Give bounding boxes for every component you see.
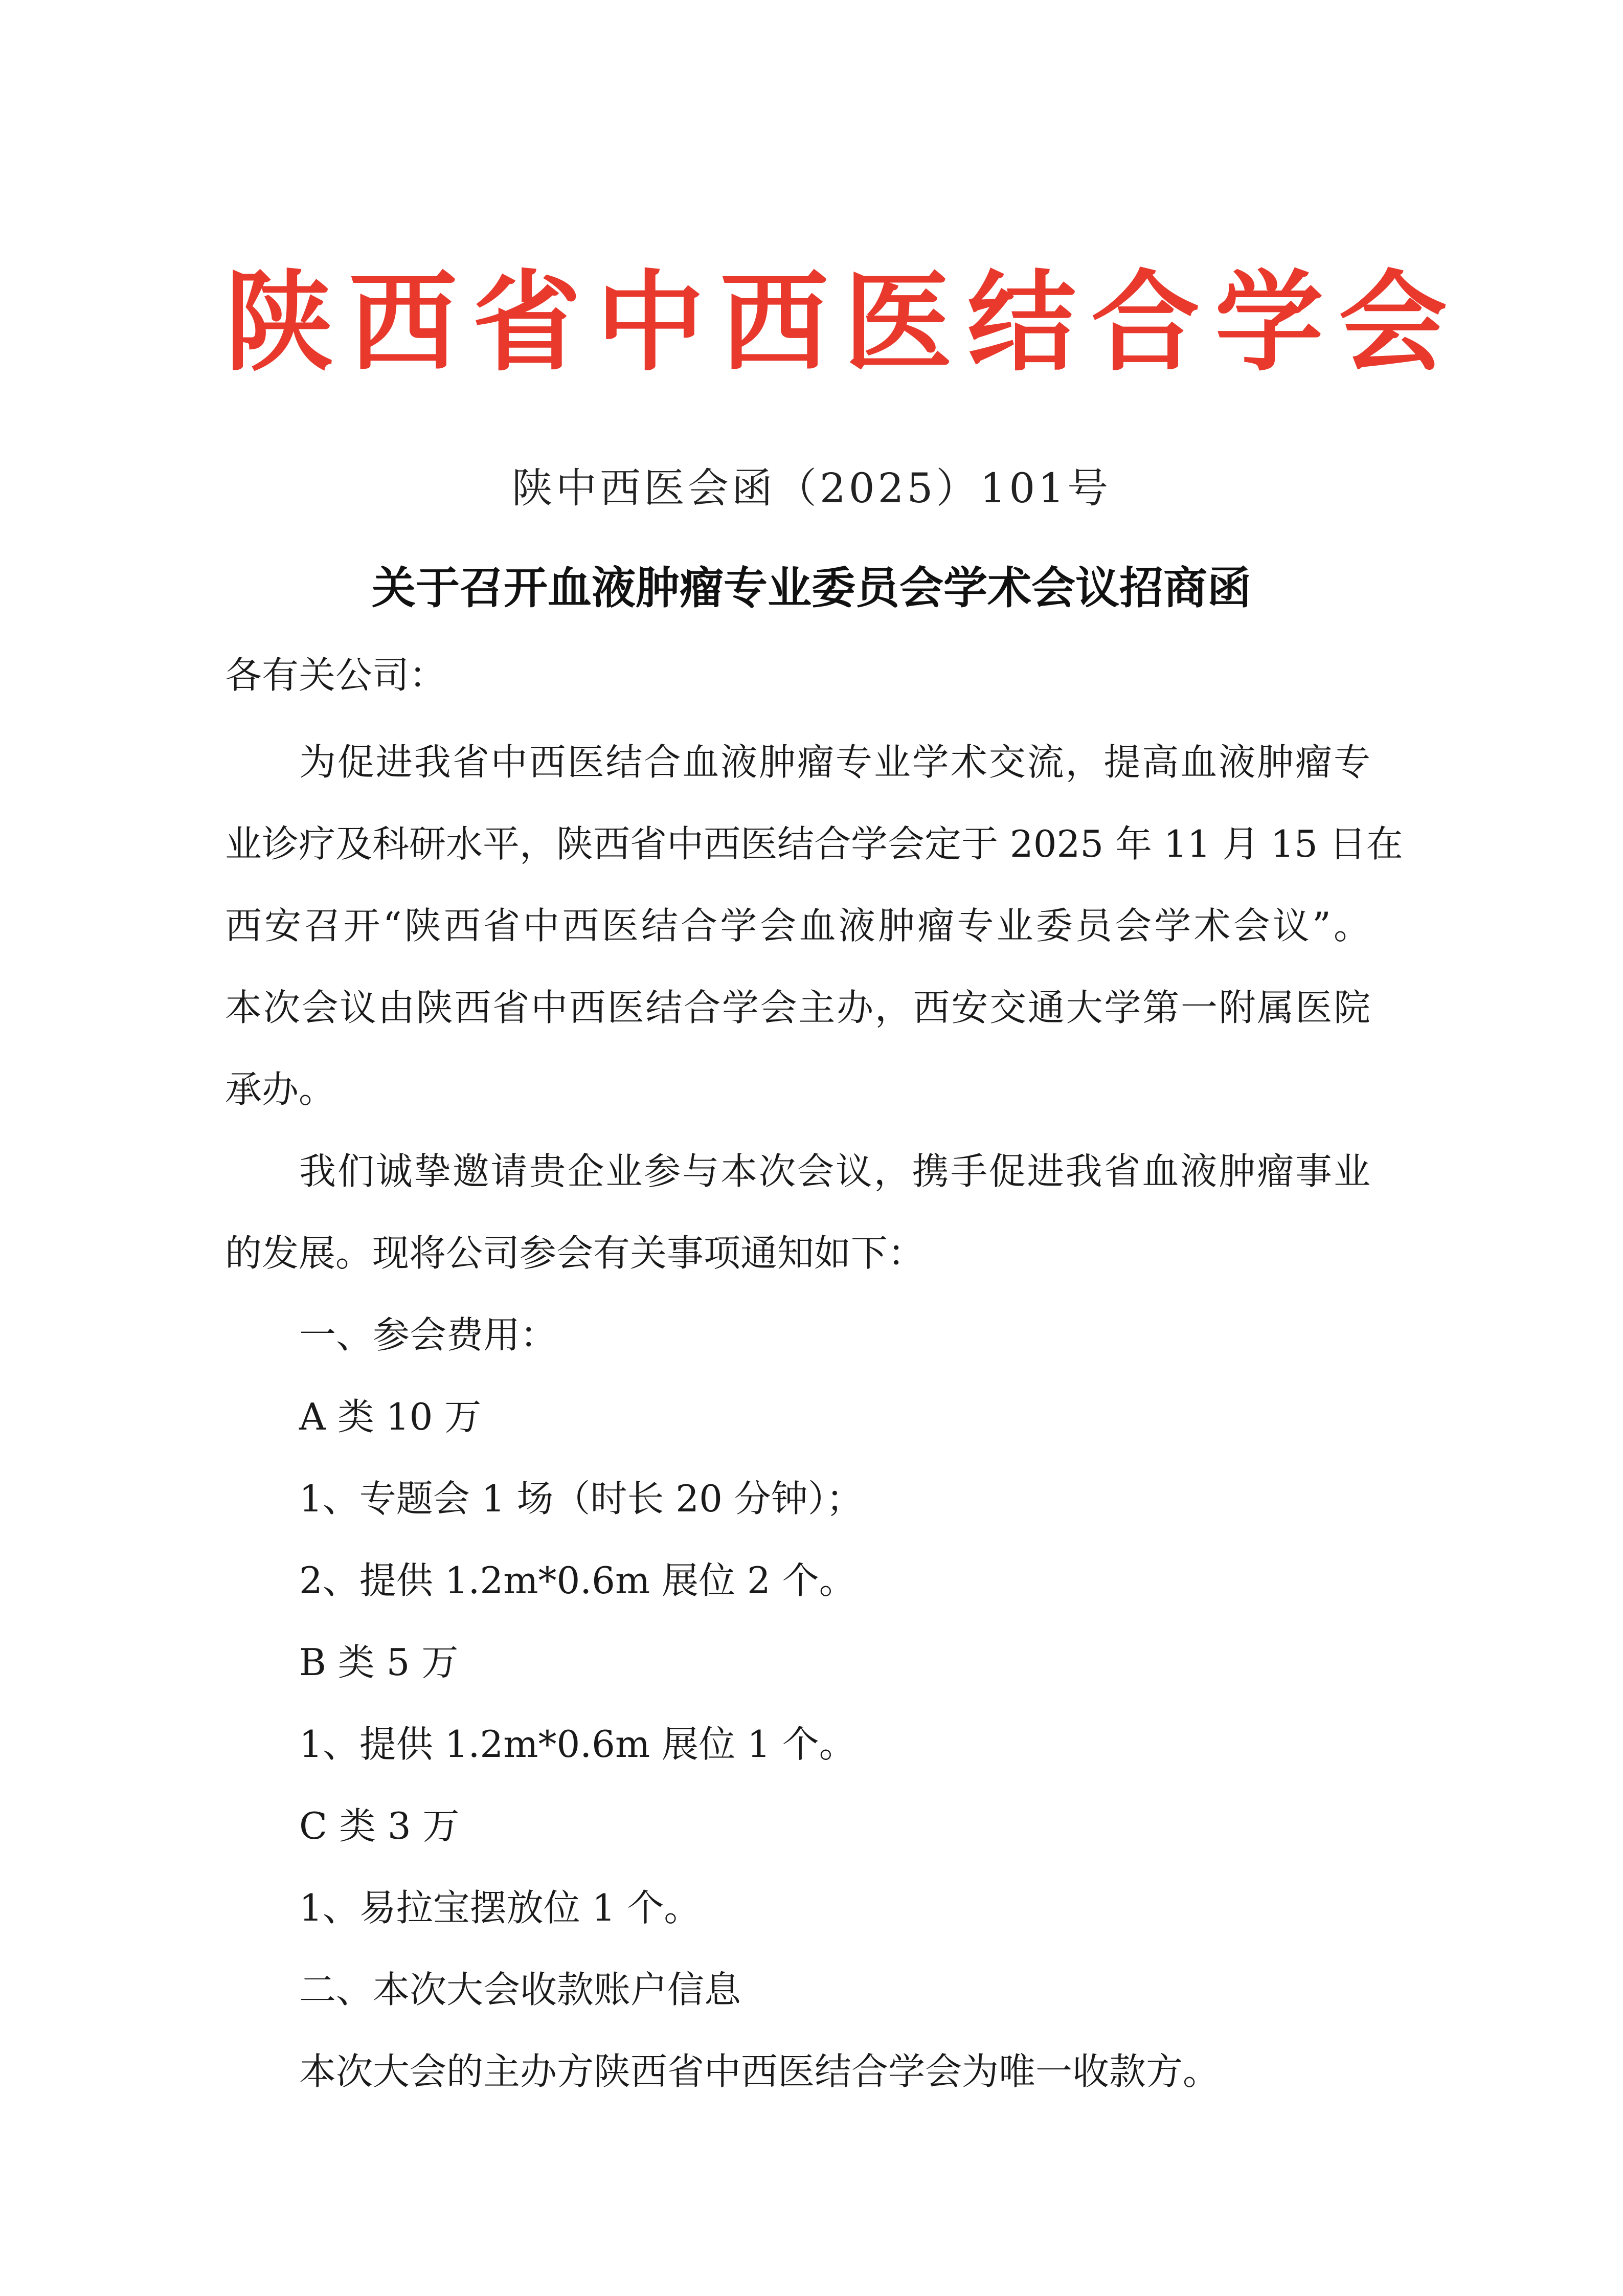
- tier-b-item-1: 1、提供 1.2m*0.6m 展位 1 个。: [299, 1723, 856, 1766]
- tier-a-item-2: 2、提供 1.2m*0.6m 展位 2 个。: [299, 1559, 856, 1602]
- paragraph-2-line-1: 我们诚挚邀请贵企业参与本次会议，携手促进我省血液肿瘤事业: [299, 1150, 1370, 1193]
- paragraph-1-line-1: 为促进我省中西医结合血液肿瘤专业学术交流，提高血液肿瘤专: [299, 741, 1370, 784]
- paragraph-1-line-3: 西安召开“陕西省中西医结合学会血液肿瘤专业委员会学术会议”。: [225, 904, 1370, 947]
- paragraph-2-line-2: 的发展。现将公司参会有关事项通知如下：: [225, 1232, 925, 1275]
- paragraph-1-line-2: 业诊疗及科研水平，陕西省中西医结合学会定于 2025 年 11 月 15 日在: [225, 822, 1403, 865]
- salutation: 各有关公司：: [225, 654, 446, 697]
- tier-b-label: B 类 5 万: [299, 1641, 459, 1684]
- letterhead-org-name: 陕西省中西医结合学会: [225, 258, 1462, 386]
- tier-a-item-1: 1、专题会 1 场（时长 20 分钟）；: [299, 1477, 863, 1520]
- section-2-heading: 二、本次大会收款账户信息: [299, 1968, 741, 2011]
- document-title: 关于召开血液肿瘤专业委员会学术会议招商函: [372, 562, 1251, 614]
- section-2-text: 本次大会的主办方陕西省中西医结合学会为唯一收款方。: [299, 2050, 1220, 2093]
- paragraph-1-line-5: 承办。: [225, 1068, 336, 1111]
- paragraph-1-line-4: 本次会议由陕西省中西医结合学会主办，西安交通大学第一附属医院: [225, 986, 1370, 1029]
- tier-a-label: A 类 10 万: [299, 1395, 482, 1438]
- tier-c-item-1: 1、易拉宝摆放位 1 个。: [299, 1886, 701, 1929]
- tier-c-label: C 类 3 万: [299, 1804, 460, 1847]
- document-number: 陕中西医会函（2025）101号: [511, 464, 1112, 512]
- section-1-heading: 一、参会费用：: [299, 1313, 557, 1356]
